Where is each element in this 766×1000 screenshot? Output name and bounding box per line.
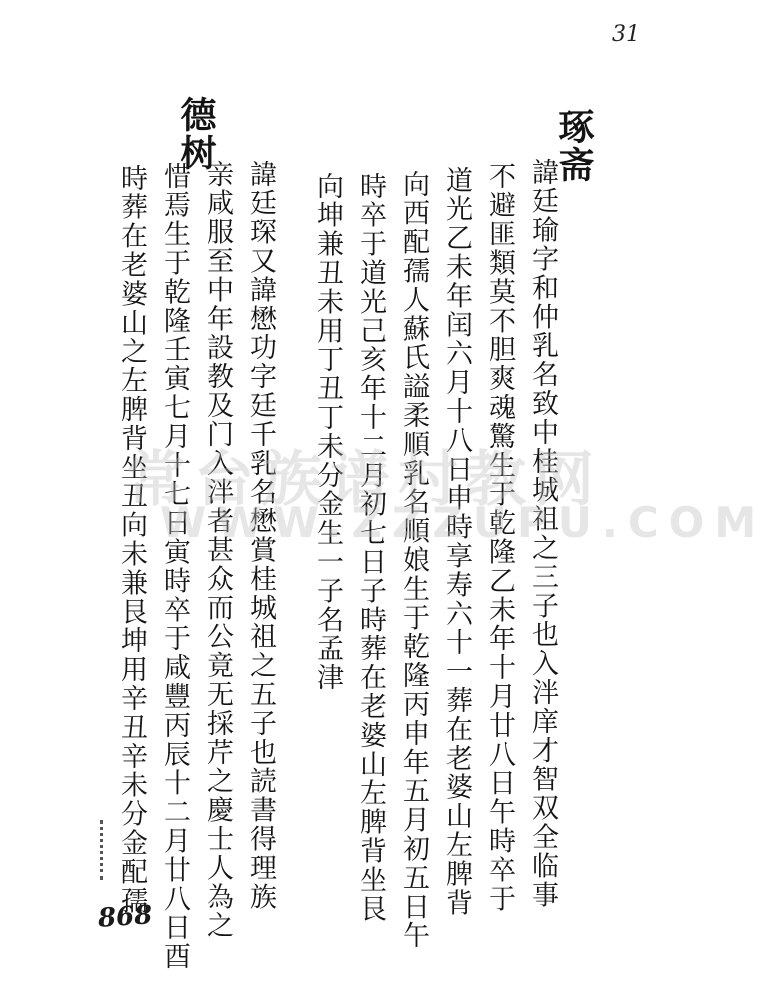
text-column-10: 時葬在老婆山之左脾背坐丑向未兼艮坤用辛丑辛未分金配孺 — [116, 164, 147, 916]
text-column-3: 道光乙未年闰六月十八日申時享寿六十一葬在老婆山左脾背 — [441, 166, 472, 918]
heading-zhuozhai: 琢斋 — [553, 108, 595, 184]
handwritten-number: 868 — [97, 900, 154, 934]
text-column-1: 諱廷瑜字和仲乳名致中桂城祖之三子也入泮庠才智双全临事 — [527, 158, 558, 910]
watermark-url: WWW.ZZZUPU.COM — [160, 498, 766, 547]
margin-bracket — [100, 820, 113, 880]
text-column-7: 諱廷琛又諱懋功字廷千乳名懋賞桂城祖之五子也読書得理族 — [245, 160, 276, 912]
text-column-6: 向坤兼丑未用丁丑丁未分金生一子名孟津 — [312, 172, 343, 693]
page-number: 31 — [612, 22, 640, 47]
text-column-5: 時卒于道光己亥年十二月初七日子時葬在老婆山左脾背坐艮 — [355, 172, 386, 924]
heading-deshu: 德树 — [175, 96, 217, 172]
text-column-8: 亲咸服至中年設教及门入泮者甚众而公竟无採芹之慶士人為之 — [202, 160, 233, 941]
text-column-4: 向西配孺人蘇氏謚柔順乳名順娘生于乾隆丙申年五月初五日午 — [398, 170, 429, 951]
text-column-2: 不避匪類莫不胆爽魂驚生于乾隆乙未年十月廿八日午時卒于 — [484, 162, 515, 914]
watermark-text: 常台族谱村教网 — [126, 445, 602, 515]
text-column-9: 惜焉生于乾隆壬寅七月十七日寅時卒于咸豐丙辰十二月廿八日酉 — [159, 162, 190, 972]
